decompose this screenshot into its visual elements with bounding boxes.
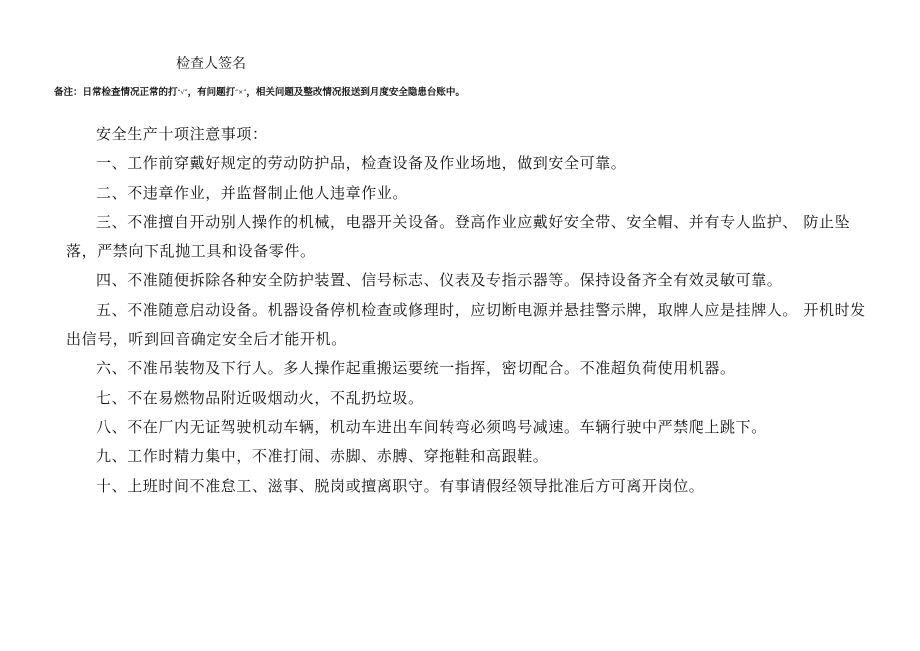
notice-item-8: 八、不在厂内无证驾驶机动车辆，机动车进出车间转弯必须鸣号减速。车辆行驶中严禁爬上跳下。 — [96, 417, 767, 436]
inspector-signature-label: 检查人签名 — [176, 56, 246, 72]
notice-item-10: 十、上班时间不准怠工、滋事、脱岗或擅离职守。有事请假经领导批准后方可离开岗位。 — [96, 476, 705, 495]
remark-note — [54, 86, 465, 100]
notice-item-1: 一、工作前穿戴好规定的劳动防护品，检查设备及作业场地，做到安全可靠。 — [96, 154, 627, 173]
notice-item-4: 四、不准随便拆除各种安全防护装置、信号标志、仪表及专指示器等。保持设备齐全有效灵敏可靠。 — [96, 271, 783, 290]
cross-mark-symbol: “×” — [235, 89, 247, 96]
remark-text-2: ，有问题打 — [187, 87, 236, 98]
remark-text-3: ，相关问题及整改情况报送到月度安全隐患台账中。 — [246, 87, 465, 98]
notice-item-5: 五、不准随意启动设备。机器设备停机检查或修理时，应切断电源并悬挂警示牌，取牌人应是挂牌人。 开机时发出信号，听到回音确定安全后才能开机。 — [66, 300, 866, 349]
safety-notice — [66, 120, 868, 501]
notice-item-2: 二、不违章作业，并监督制止他人违章作业。 — [96, 183, 409, 202]
notice-item-3: 三、不准擅自开动别人操作的机械，电器开关设备。登高作业应戴好安全带、安全帽、并有专人监护、 防止坠落，严禁向下乱抛工具和设备零件。 — [66, 212, 851, 261]
check-mark-symbol: “√” — [177, 89, 188, 96]
notice-title: 安全生产十项注意事项： — [96, 125, 268, 143]
notice-item-6: 六、不准吊装物及下行人。多人操作起重搬运要统一指挥，密切配合。不准超负荷使用机器。 — [96, 359, 736, 378]
notice-item-9: 九、工作时精力集中，不准打闹、赤脚、赤膊、穿拖鞋和高跟鞋。 — [96, 447, 549, 466]
remark-text-1: 备注：日常检查情况正常的打 — [54, 87, 178, 98]
notice-item-7: 七、不在易燃物品附近吸烟动火，不乱扔垃圾。 — [96, 388, 424, 407]
